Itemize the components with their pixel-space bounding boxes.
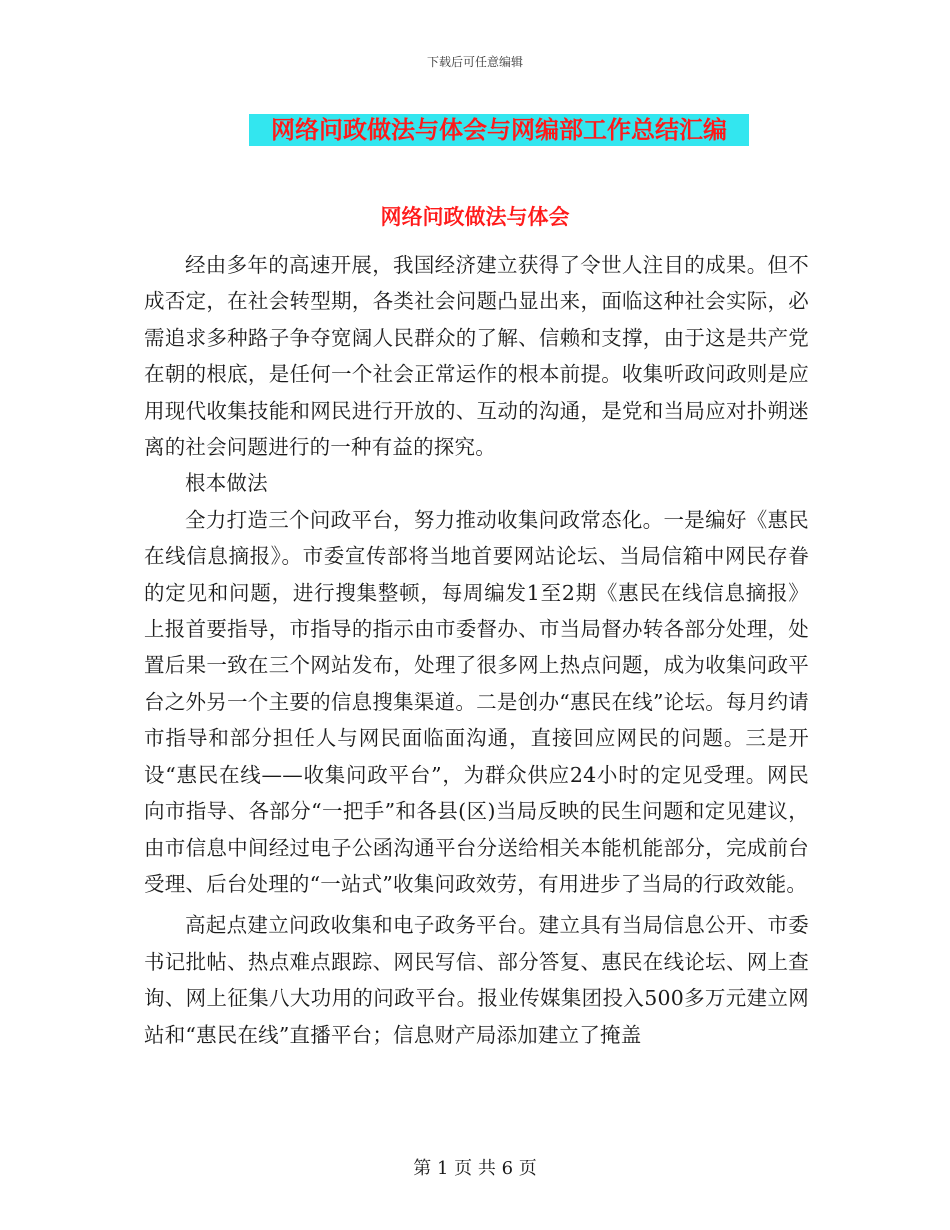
section-title: 网络问政做法与体会 xyxy=(380,205,570,229)
header-note: 下载后可任意编辑 xyxy=(426,55,523,69)
paragraph: 全力打造三个问政平台，努力推动收集问政常态化。一是编好《惠民在线信息摘报》。市委宣传部将当地首要网站论坛、当局信箱中网民存眷的定见和问题，进行搜集整顿，每周编发1至2期《惠民在线信息摘报》上报首要指导，市指导的指示由市委督办、市当局督办转各部分处理，处置后果一致在三个网站发布，处理了很多网上热点问题，成为收集问政平台之外另一个主要的信息搜集渠道。二是创办“惠民在线”论坛。每月约请市指导和部分担任人与网民面临面沟通，直接回应网民的问题。三是开设“惠民在线——收集问政平台”，为群众供应24小时的定见受理。网民向市指导、各部分“一把手”和各县(区)当局反映的民生问题和定见建议，由市信息中间经过电子公函沟通平台分送给相关本能机能部分，完成前台受理、后台处理的“一站式”收集问政效劳，有用进步了当局的行政效能。 xyxy=(144,507,809,896)
document-title: 网络问政做法与体会与网编部工作总结汇编 xyxy=(249,114,749,146)
body-text xyxy=(144,247,809,1053)
page-footer: 第 1 页 共 6 页 xyxy=(413,1158,537,1179)
paragraph: 高起点建立问政收集和电子政务平台。建立具有当局信息公开、市委书记批帖、热点难点跟踪、网民写信、部分答复、惠民在线论坛、网上查询、网上征集八大功用的问政平台。报业传媒集团投入500多万元建立网站和“惠民在线”直播平台；信息财产局添加建立了掩盖 xyxy=(144,913,809,1047)
paragraph: 经由多年的高速开展，我国经济建立获得了令世人注目的成果。但不成否定，在社会转型期，各类社会问题凸显出来，面临这种社会实际，必需追求多种路子争夺宽阔人民群众的了解、信赖和支撑，由于这是共产党在朝的根底，是任何一个社会正常运作的根本前提。收集听政问政则是应用现代收集技能和网民进行开放的、互动的沟通，是党和当局应对扑朔迷离的社会问题进行的一种有益的探究。 xyxy=(144,253,809,460)
paragraph-heading: 根本做法 xyxy=(185,471,268,496)
